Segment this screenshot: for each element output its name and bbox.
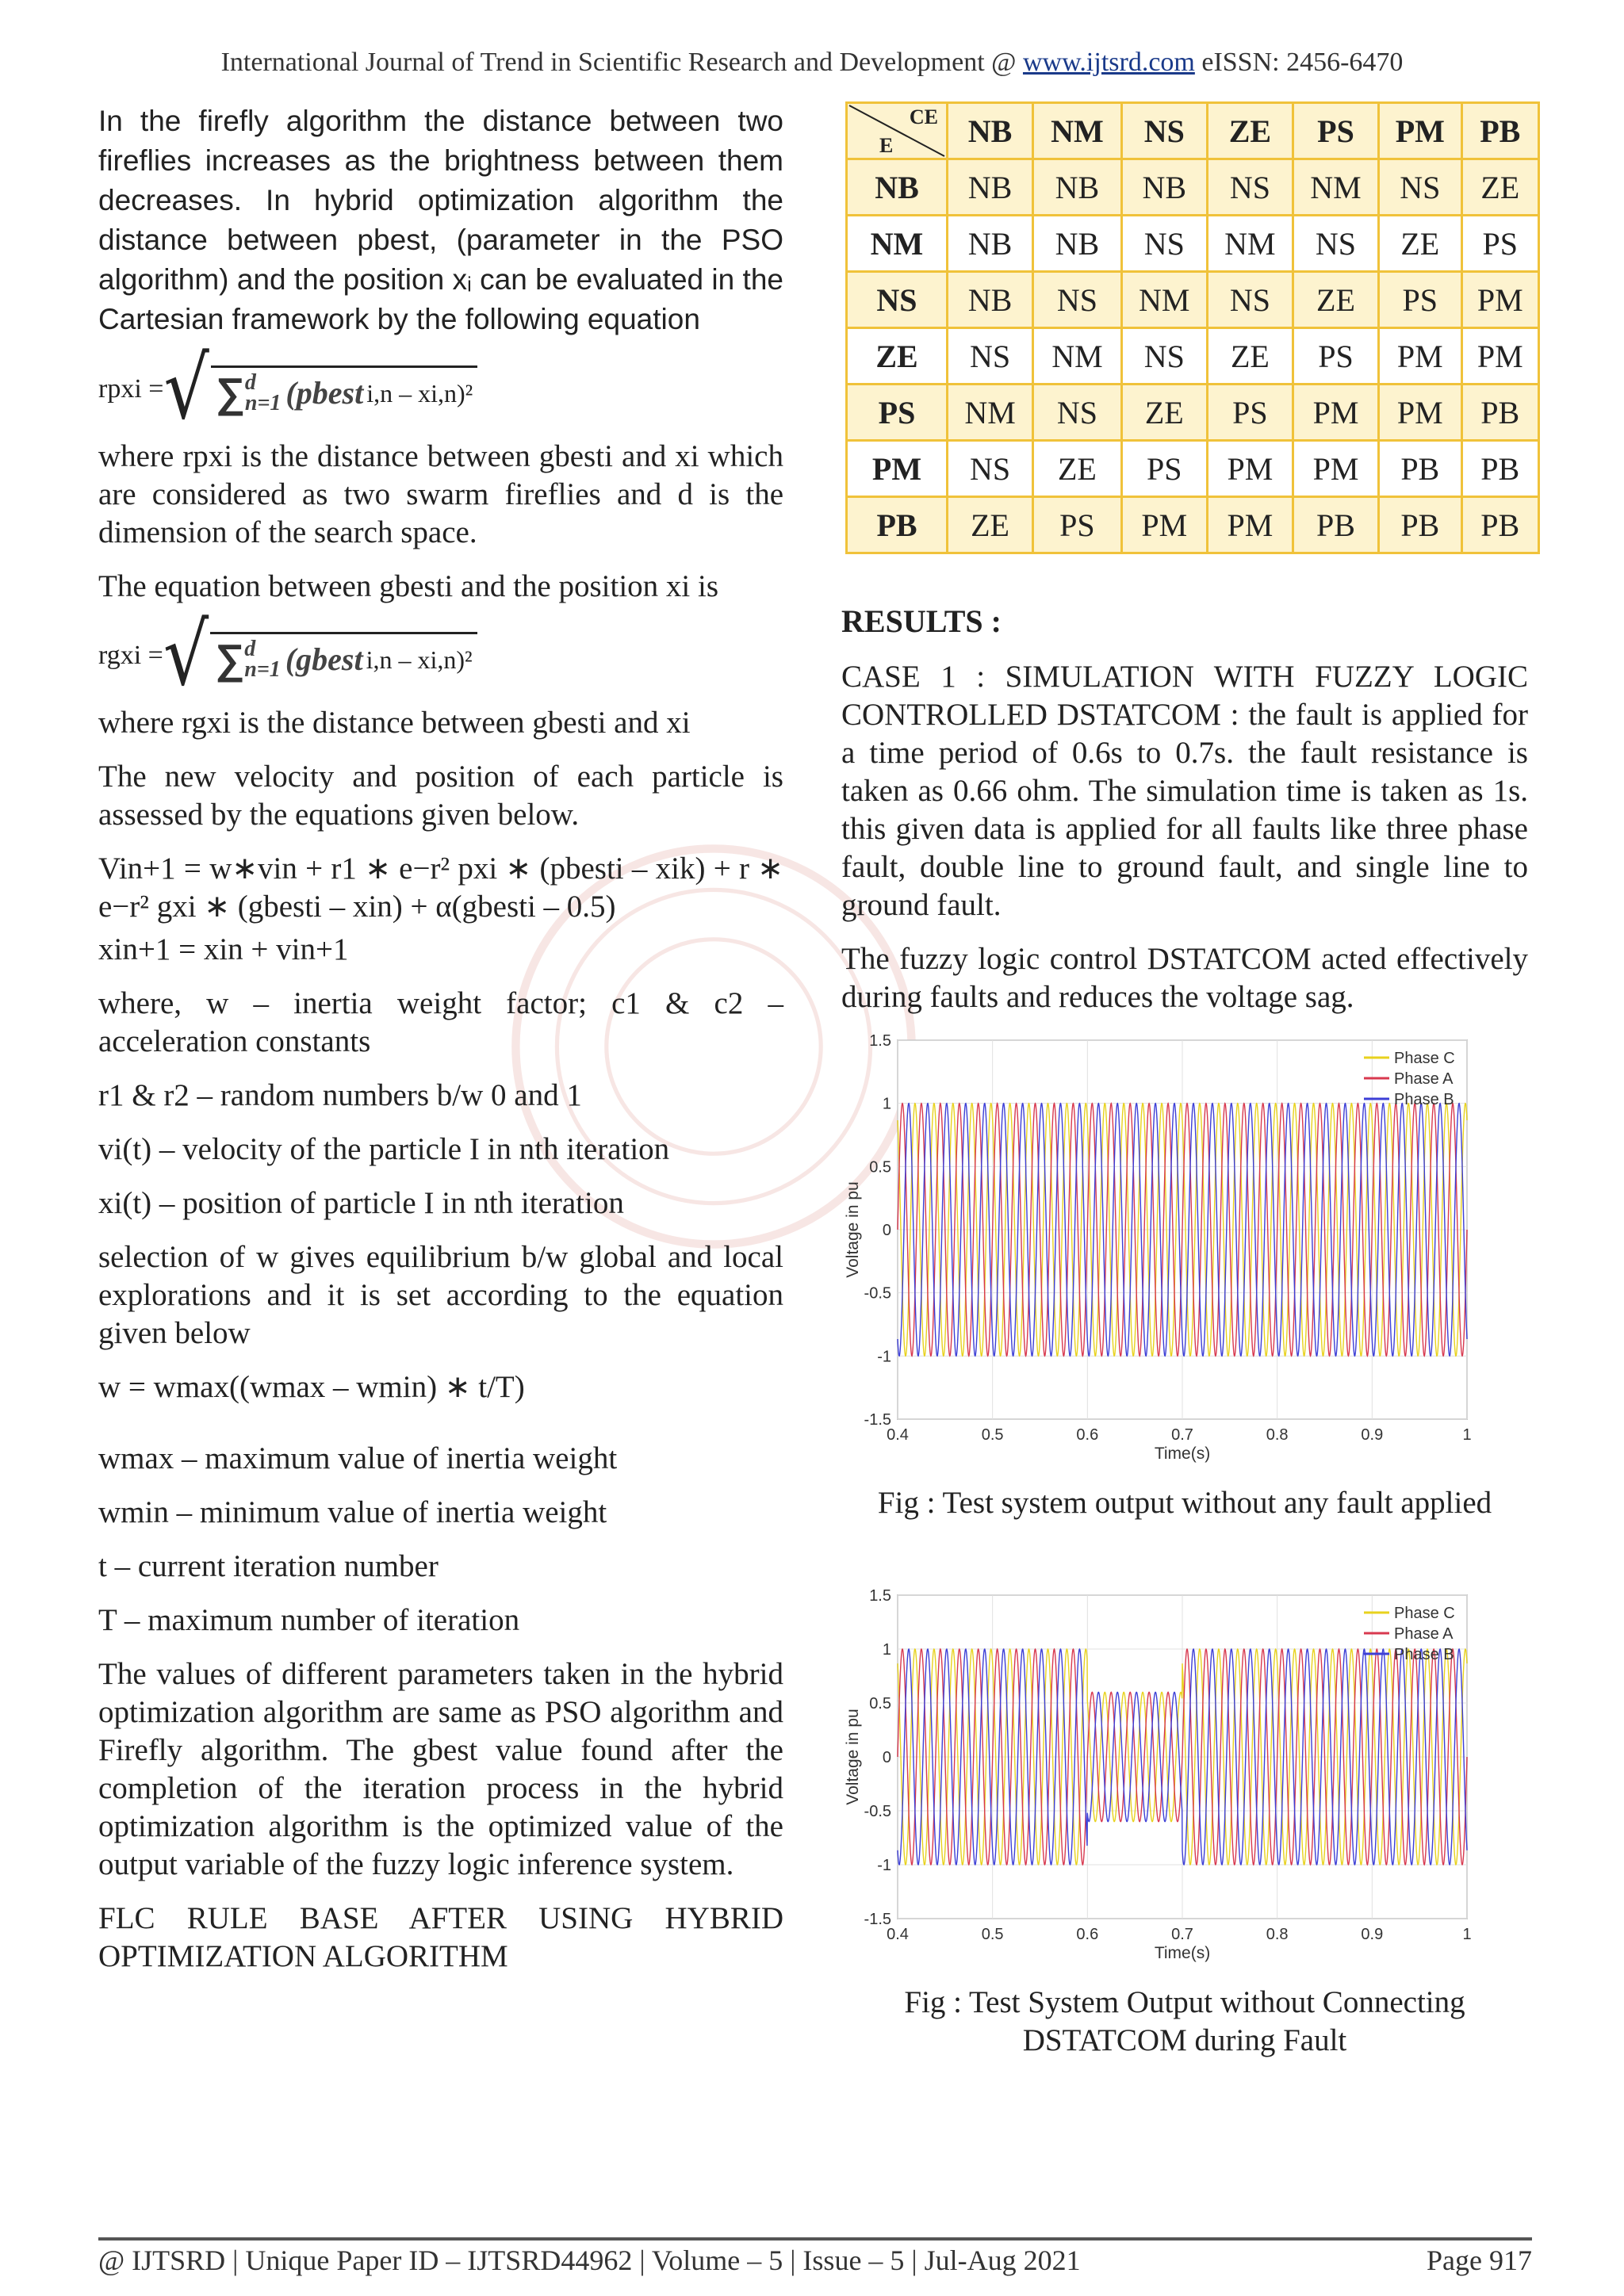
x-tick-label: 0.5 <box>981 1426 1004 1444</box>
table-corner <box>847 103 948 159</box>
table-cell: NB <box>948 159 1033 216</box>
table-cell: ZE <box>1121 385 1207 441</box>
right-column <box>841 603 1528 1032</box>
x-tick-label: 0.9 <box>1361 1926 1384 1943</box>
paragraph-inertia: where, w – inertia weight factor; c1 & c2 – acceleration constants <box>98 986 783 1058</box>
table-row-header: NS <box>847 272 948 328</box>
table-row-header: PB <box>847 497 948 553</box>
paragraph-wmin: wmin – minimum value of inertia weight <box>98 1495 607 1529</box>
table-cell: PS <box>1121 441 1207 497</box>
table-cell: ZE <box>1033 441 1122 497</box>
journal-link[interactable]: www.ijtsrd.com <box>1022 48 1195 77</box>
table-cell: NS <box>948 328 1033 385</box>
x-axis-label: Time(s) <box>1154 1445 1211 1463</box>
table-row-header: PS <box>847 385 948 441</box>
x-tick-label: 0.7 <box>1171 1426 1193 1444</box>
table-row <box>847 441 1539 497</box>
table-cell: PM <box>1121 497 1207 553</box>
paragraph-pos-def: xi(t) – position of particle I in nth iteration <box>98 1186 624 1220</box>
y-tick-label: -1.5 <box>864 1411 891 1429</box>
legend-entry: Phase A <box>1394 1070 1454 1088</box>
paragraph-case1: CASE 1 : SIMULATION WITH FUZZY LOGIC CONTROLLED DSTATCOM : the fault is applied for a time period of 0.6s to 0.7s. the fault resistance is taken as 0.66 ohm. The simulation time is taken as 1s. this given data is applied for all faults like three phase fault, double line to ground fault, and single line to ground fault. <box>841 660 1528 922</box>
table-cell: PM <box>1207 497 1293 553</box>
table-cell: PB <box>1379 441 1461 497</box>
paragraph-gbest-eq: The equation between gbesti and the position xi is <box>98 569 718 603</box>
equation-w: w = wmax((wmax – wmin) ∗ t/T) <box>98 1370 525 1404</box>
table-cell: PS <box>1461 216 1538 272</box>
table-cell: PM <box>1293 385 1378 441</box>
table-row <box>847 497 1539 553</box>
paragraph-rpxi-def: where rpxi is the distance between gbesti and xi which are considered as two swarm fireflies and d is the dimension of the search space. <box>98 439 783 549</box>
table-col-header: NB <box>948 103 1033 159</box>
caption-fig1: Fig : Test system output without any fault applied <box>877 1486 1492 1520</box>
page-footer <box>98 2237 1532 2277</box>
table-cell: NM <box>1121 272 1207 328</box>
paragraph-intro: In the firefly algorithm the distance between two fireflies increases as the brightness between them decreases. In hybrid optimization algorithm the distance between pbest, (parameter in the PSO algorithm) and the position xᵢ can be evaluated in the Cartesian framework by the following equation <box>98 105 783 335</box>
y-tick-label: -1 <box>877 1857 891 1874</box>
y-tick-label: 1 <box>882 1641 891 1659</box>
paragraph-wmax: wmax – maximum value of inertia weight <box>98 1441 618 1475</box>
table-cell: NB <box>948 216 1033 272</box>
journal-header: International Journal of Trend in Scientific Research and Development @ www.ijtsrd.com eISSN: 2456-6470 <box>220 48 1404 77</box>
table-cell: NM <box>1033 328 1122 385</box>
page-number: Page 917 <box>1427 2244 1532 2276</box>
table-cell: NM <box>1207 216 1293 272</box>
y-axis-label: Voltage in pu <box>844 1709 862 1805</box>
y-tick-label: 1.5 <box>869 1032 891 1050</box>
x-tick-label: 0.5 <box>981 1926 1004 1943</box>
table-cell: PM <box>1379 385 1461 441</box>
table-cell: NB <box>1033 159 1122 216</box>
table-cell: PB <box>1461 441 1538 497</box>
table-cell: NB <box>1121 159 1207 216</box>
table-cell: ZE <box>948 497 1033 553</box>
y-tick-label: -0.5 <box>864 1284 891 1303</box>
table-col-header: NS <box>1121 103 1207 159</box>
y-tick-label: -0.5 <box>864 1803 891 1820</box>
y-tick-label: -1 <box>877 1348 891 1366</box>
table-cell: NS <box>1207 272 1293 328</box>
x-tick-label: 0.4 <box>887 1926 909 1943</box>
corner-label-e: E <box>879 134 894 157</box>
flc-rule-table <box>845 101 1540 554</box>
table-row-header: PM <box>847 441 948 497</box>
paragraph-selection: selection of w gives equilibrium b/w global and local explorations and it is set according to the equation given below <box>98 1240 783 1350</box>
x-tick-label: 0.8 <box>1266 1926 1289 1943</box>
x-tick-label: 0.9 <box>1361 1426 1384 1444</box>
paragraph-random: r1 & r2 – random numbers b/w 0 and 1 <box>98 1078 582 1112</box>
table-col-header: PB <box>1461 103 1538 159</box>
table-cell: NM <box>1293 159 1378 216</box>
table-row-header: ZE <box>847 328 948 385</box>
corner-label-ce: CE <box>909 105 938 128</box>
results-heading: RESULTS : <box>841 603 1002 639</box>
paragraph-velocity: The new velocity and position of each particle is assessed by the equations given below. <box>98 760 783 832</box>
table-cell: ZE <box>1207 328 1293 385</box>
table-cell: NS <box>1293 216 1378 272</box>
table-cell: NS <box>948 441 1033 497</box>
table-cell: PM <box>1207 441 1293 497</box>
chart-no-fault <box>841 1031 1475 1475</box>
y-tick-label: 1 <box>882 1095 891 1113</box>
y-tick-label: 0.5 <box>869 1695 891 1712</box>
table-cell: NS <box>1379 159 1461 216</box>
y-tick-label: -1.5 <box>864 1911 891 1928</box>
table-row-header: NM <box>847 216 948 272</box>
footer-info: @ IJTSRD | Unique Paper ID – IJTSRD44962 | Volume – 5 | Issue – 5 | Jul-Aug 2021 <box>98 2244 1081 2276</box>
table-cell: ZE <box>1293 272 1378 328</box>
paragraph-fuzzy-effect: The fuzzy logic control DSTATCOM acted effectively during faults and reduces the voltage sag. <box>841 942 1528 1014</box>
table-cell: PS <box>1207 385 1293 441</box>
table-cell: PS <box>1033 497 1122 553</box>
equation-rgxi: rgxi = √ ∑ d n=1 (gbest i,n – xi,n)² <box>98 628 783 683</box>
table-cell: NB <box>948 272 1033 328</box>
x-tick-label: 0.6 <box>1076 1426 1099 1444</box>
table-cell: PM <box>1461 272 1538 328</box>
y-axis-label: Voltage in pu <box>844 1181 862 1278</box>
table-col-header: ZE <box>1207 103 1293 159</box>
paragraph-rgxi-def: where rgxi is the distance between gbesti and xi <box>98 706 691 740</box>
table-col-header: PS <box>1293 103 1378 159</box>
x-tick-label: 0.4 <box>887 1426 909 1444</box>
y-tick-label: 0 <box>882 1749 891 1766</box>
table-cell: NS <box>1121 328 1207 385</box>
table-cell: NB <box>1033 216 1122 272</box>
caption-fig2: Fig : Test System Output without Connecting DSTATCOM during Fault <box>904 1985 1465 2057</box>
table-cell: PS <box>1293 328 1378 385</box>
table-cell: PS <box>1379 272 1461 328</box>
table-cell: PB <box>1293 497 1378 553</box>
y-tick-label: 0 <box>882 1222 891 1239</box>
legend-entry: Phase C <box>1394 1050 1455 1067</box>
equation-rpxi: rpxi = √ ∑ d n=1 (pbest i,n – xi,n)² <box>98 362 783 417</box>
table-row <box>847 328 1539 385</box>
table-row <box>847 216 1539 272</box>
table-cell: PM <box>1293 441 1378 497</box>
table-row <box>847 385 1539 441</box>
paragraph-t: t – current iteration number <box>98 1549 439 1583</box>
legend-entry: Phase C <box>1394 1605 1455 1622</box>
chart-fault-no-dstatcom <box>841 1586 1475 1974</box>
table-cell: PB <box>1461 385 1538 441</box>
x-tick-label: 0.6 <box>1076 1926 1099 1943</box>
paragraph-vel-def: vi(t) – velocity of the particle I in nth iteration <box>98 1132 670 1166</box>
table-cell: ZE <box>1461 159 1538 216</box>
legend-entry: Phase A <box>1394 1625 1454 1643</box>
table-cell: PM <box>1461 328 1538 385</box>
table-cell: NS <box>1121 216 1207 272</box>
table-row <box>847 272 1539 328</box>
table-cell: ZE <box>1379 216 1461 272</box>
table-col-header: NM <box>1033 103 1122 159</box>
table-row <box>847 159 1539 216</box>
x-tick-label: 0.7 <box>1171 1926 1193 1943</box>
legend-entry: Phase B <box>1394 1091 1454 1108</box>
table-cell: PB <box>1379 497 1461 553</box>
section-heading-flc: FLC RULE BASE AFTER USING HYBRID OPTIMIZATION ALGORITHM <box>98 1901 783 1973</box>
legend-entry: Phase B <box>1394 1646 1454 1663</box>
table-cell: PB <box>1461 497 1538 553</box>
table-cell: NS <box>1033 272 1122 328</box>
table-cell: PM <box>1379 328 1461 385</box>
equation-velocity: Vin+1 = w∗vin + r1 ∗ e−r² pxi ∗ (pbesti – xik) + r ∗ e−r² gxi ∗ (gbesti – xin) + α(gbesti – 0.5) <box>98 851 783 924</box>
paragraph-T: T – maximum number of iteration <box>98 1603 520 1637</box>
equation-position: xin+1 = xin + vin+1 <box>98 932 349 966</box>
y-tick-label: 0.5 <box>869 1158 891 1177</box>
x-tick-label: 1 <box>1462 1926 1472 1943</box>
left-column <box>98 101 783 1992</box>
paragraph-values: The values of different parameters taken in the hybrid optimization algorithm are same as PSO algorithm and Firefly algorithm. The gbest value found after the completion of the iteration process in the hybrid optimization algorithm is the optimized value of the output variable of the fuzzy logic inference system. <box>98 1657 783 1881</box>
x-tick-label: 1 <box>1462 1426 1472 1444</box>
table-cell: NS <box>1033 385 1122 441</box>
y-tick-label: 1.5 <box>869 1587 891 1605</box>
table-row-header: NB <box>847 159 948 216</box>
x-tick-label: 0.8 <box>1266 1426 1289 1444</box>
table-col-header: PM <box>1379 103 1461 159</box>
table-cell: NM <box>948 385 1033 441</box>
table-cell: NS <box>1207 159 1293 216</box>
x-axis-label: Time(s) <box>1154 1944 1211 1962</box>
